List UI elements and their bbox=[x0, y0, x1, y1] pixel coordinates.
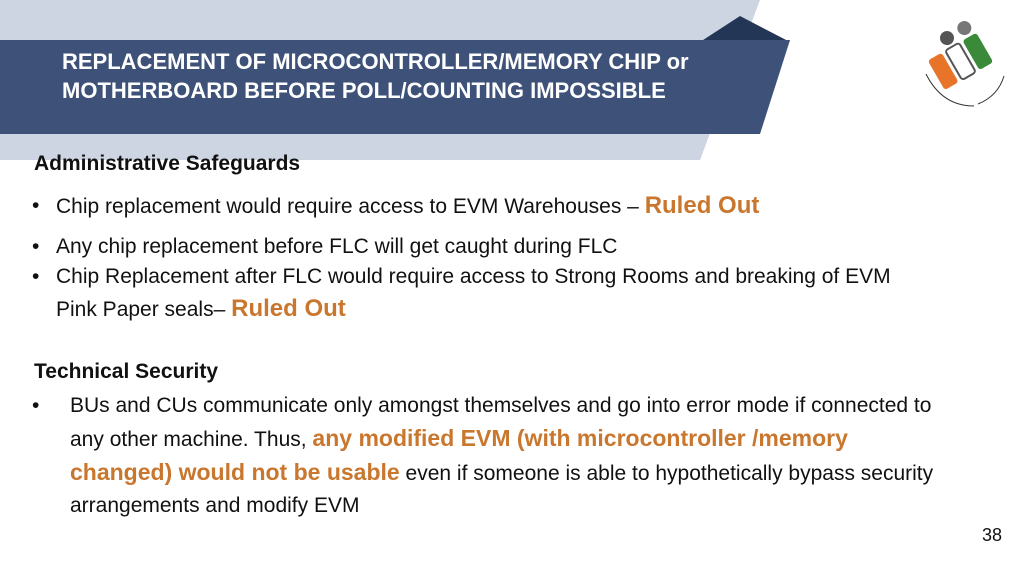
bullet-dot: • bbox=[32, 194, 40, 217]
section-title-administrative: Administrative Safeguards bbox=[34, 152, 301, 175]
ruled-out-label: Ruled Out bbox=[231, 295, 346, 322]
bullet-dot: • bbox=[32, 394, 40, 417]
bullet-dot: • bbox=[32, 235, 40, 258]
bullet-dot: • bbox=[32, 265, 40, 288]
ruled-out-label: Ruled Out bbox=[644, 192, 760, 219]
list-item bbox=[32, 390, 952, 522]
list-item bbox=[32, 261, 912, 326]
bullet-text: Any chip replacement before FLC will get caught during FLC bbox=[56, 235, 618, 258]
bullet-text: BUs and CUs communicate only amongst themselves and go into error mode if connected to any other machine. Thus, bbox=[70, 394, 932, 451]
page-number: 38 bbox=[982, 525, 1003, 545]
section-title-technical: Technical Security bbox=[34, 360, 219, 383]
highlight-text: any modified EVM (with microcontroller /memory changed) would not be usable bbox=[70, 425, 848, 485]
bullet-text: Chip replacement would require access to EVM Warehouses – bbox=[56, 195, 639, 218]
list-item bbox=[32, 231, 962, 263]
bullet-text-continued: even if someone is able to hypothetically bypass security arrangements and modify EVM bbox=[70, 462, 934, 517]
list-item bbox=[32, 190, 962, 223]
slide-title: REPLACEMENT OF MICROCONTROLLER/MEMORY CHIP or MOTHERBOARD BEFORE POLL/COUNTING IMPOSSIBLE bbox=[62, 49, 689, 103]
eci-logo bbox=[912, 14, 1012, 114]
bullet-text: Chip Replacement after FLC would require access to Strong Rooms and breaking of EVM Pink Paper seals– bbox=[56, 265, 891, 321]
